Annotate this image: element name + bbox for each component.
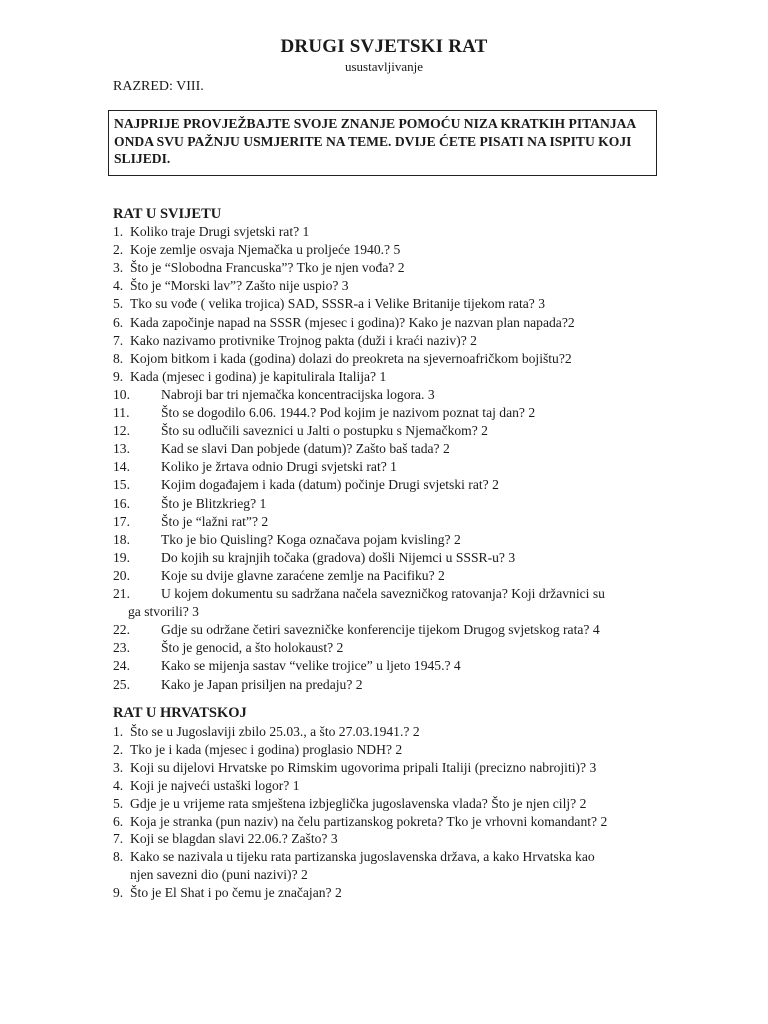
page-title: DRUGI SVJETSKI RAT bbox=[280, 36, 488, 57]
question-number: 4. bbox=[113, 777, 124, 793]
question-item bbox=[113, 676, 658, 694]
question-number: 16. bbox=[113, 495, 130, 511]
question-text: Kako se mijenja sastav “velike trojice” u ljeto 1945.? 4 bbox=[161, 658, 461, 674]
question-number: 6. bbox=[113, 813, 124, 829]
question-number: 20. bbox=[113, 567, 130, 583]
question-item bbox=[113, 531, 658, 549]
question-text: Kako nazivamo protivnike Trojnog pakta (duži i kraći naziv)? 2 bbox=[130, 332, 477, 348]
question-item bbox=[113, 884, 658, 902]
question-item bbox=[113, 277, 658, 295]
question-item bbox=[113, 241, 658, 259]
instructions-text: NAJPRIJE PROVJEŽBAJTE SVOJE ZNANJE POMOĆU NIZA KRATKIH PITANJAA ONDA SVU PAŽNJU USMJERITE NA TEME. DVIJE ĆETE PISATI NA ISPITU KOJI SLIJEDI. bbox=[114, 116, 636, 166]
question-number: 7. bbox=[113, 831, 124, 847]
question-text: Što se u Jugoslaviji zbilo 25.03., a što 27.03.1941.? 2 bbox=[130, 724, 420, 739]
question-item bbox=[113, 657, 658, 675]
question-text: Gdje je u vrijeme rata smještena izbjeglička jugoslavenska vlada? Što je njen cilj? 2 bbox=[130, 795, 587, 811]
question-number: 7. bbox=[113, 332, 124, 348]
question-item bbox=[113, 621, 658, 639]
question-number: 12. bbox=[113, 423, 130, 439]
question-number: 8. bbox=[113, 849, 124, 865]
instructions-box bbox=[108, 110, 657, 176]
question-item bbox=[113, 440, 658, 458]
question-text: Koje zemlje osvaja Njemačka u proljeće 1940.? 5 bbox=[130, 242, 401, 258]
question-number: 1. bbox=[113, 724, 124, 739]
question-text: Što je “lažni rat”? 2 bbox=[161, 513, 269, 529]
question-text: Kojim događajem i kada (datum) počinje Drugi svjetski rat? 2 bbox=[161, 477, 499, 493]
question-number: 25. bbox=[113, 676, 130, 692]
question-text: Kako je Japan prisiljen na predaju? 2 bbox=[161, 676, 363, 692]
question-text: Što su odlučili saveznici u Jalti o postupku s Njemačkom? 2 bbox=[161, 423, 488, 439]
question-number: 2. bbox=[113, 741, 124, 757]
question-item bbox=[113, 830, 658, 848]
question-text: Tko je bio Quisling? Koga označava pojam kvisling? 2 bbox=[161, 531, 461, 547]
question-number: 5. bbox=[113, 795, 124, 811]
question-text: Tko je i kada (mjesec i godina) proglasio NDH? 2 bbox=[130, 741, 403, 757]
question-number: 18. bbox=[113, 531, 130, 547]
question-item bbox=[113, 813, 658, 831]
question-item bbox=[113, 723, 658, 741]
question-item bbox=[113, 223, 658, 241]
question-text: U kojem dokumentu su sadržana načela savezničkog ratovanja? Koji državnici su bbox=[161, 586, 605, 601]
question-item bbox=[113, 549, 658, 567]
question-number: 15. bbox=[113, 477, 130, 493]
question-text: Koliko je žrtava odnio Drugi svjetski rat? 1 bbox=[161, 459, 397, 475]
question-number: 22. bbox=[113, 622, 130, 638]
page-subtitle: usustavljivanje bbox=[345, 59, 423, 74]
question-text-continuation: ga stvorili? 3 bbox=[128, 604, 199, 620]
question-number: 17. bbox=[113, 513, 130, 529]
question-item bbox=[113, 777, 658, 795]
question-number: 21. bbox=[113, 586, 130, 601]
question-number: 4. bbox=[113, 278, 124, 294]
question-text: Do kojih su krajnjih točaka (gradova) došli Nijemci u SSSR-u? 3 bbox=[161, 549, 516, 565]
question-text-continuation: njen savezni dio (puni nazivi)? 2 bbox=[130, 867, 308, 883]
question-item bbox=[113, 639, 658, 657]
question-text: Koje su dvije glavne zaraćene zemlje na Pacifiku? 2 bbox=[161, 567, 445, 583]
question-text: Što se dogodilo 6.06. 1944.? Pod kojim je nazivom poznat taj dan? 2 bbox=[161, 405, 536, 420]
question-text: Kako se nazivala u tijeku rata partizanska jugoslavenska država, a kako Hrvatska kao bbox=[130, 849, 595, 865]
question-text: Nabroji bar tri njemačka koncentracijska logora. 3 bbox=[161, 386, 435, 402]
question-item bbox=[113, 368, 658, 386]
question-item bbox=[113, 332, 658, 350]
question-item bbox=[113, 314, 658, 332]
question-number: 5. bbox=[113, 296, 124, 312]
question-text: Što je El Shat i po čemu je značajan? 2 bbox=[130, 885, 342, 901]
grade-label: RAZRED: VIII. bbox=[113, 79, 204, 94]
question-number: 11. bbox=[113, 405, 130, 420]
question-item bbox=[113, 513, 658, 531]
question-item bbox=[113, 585, 658, 603]
question-item bbox=[113, 759, 658, 777]
question-text: Koji je najveći ustaški logor? 1 bbox=[130, 777, 300, 793]
question-text: Kad se slavi Dan pobjede (datum)? Zašto baš tada? 2 bbox=[161, 441, 450, 457]
question-number: 19. bbox=[113, 549, 130, 565]
question-number: 2. bbox=[113, 242, 124, 258]
question-text: Kojom bitkom i kada (godina) dolazi do preokreta na sjevernoafričkom bojištu?2 bbox=[130, 350, 572, 366]
question-number: 23. bbox=[113, 640, 130, 656]
question-item bbox=[113, 350, 658, 368]
section-title-world: RAT U SVIJETU bbox=[113, 206, 222, 222]
question-number: 10. bbox=[113, 386, 130, 402]
question-text: Što je “Morski lav”? Zašto nije uspio? 3 bbox=[130, 278, 349, 294]
question-item bbox=[113, 567, 658, 585]
question-item bbox=[113, 386, 658, 404]
question-number: 14. bbox=[113, 459, 130, 475]
question-text: Tko su vođe ( velika trojica) SAD, SSSR-a i Velike Britanije tijekom rata? 3 bbox=[130, 296, 546, 312]
question-number: 9. bbox=[113, 885, 124, 901]
question-text: Što je genocid, a što holokaust? 2 bbox=[161, 640, 344, 656]
question-item bbox=[113, 295, 658, 313]
question-number: 24. bbox=[113, 658, 130, 674]
section-title-croatia: RAT U HRVATSKOJ bbox=[113, 705, 247, 721]
question-text: Koji se blagdan slavi 22.06.? Zašto? 3 bbox=[130, 831, 338, 847]
question-text: Koliko traje Drugi svjetski rat? 1 bbox=[130, 224, 310, 239]
question-text: Što je “Slobodna Francuska”? Tko je njen vođa? 2 bbox=[130, 260, 405, 276]
question-item bbox=[113, 422, 658, 440]
question-number: 9. bbox=[113, 368, 124, 384]
question-item bbox=[113, 404, 658, 422]
question-number: 13. bbox=[113, 441, 130, 457]
question-text: Koji su dijelovi Hrvatske po Rimskim ugovorima pripali Italiji (precizno nabrojiti)? 3 bbox=[130, 759, 597, 775]
question-number: 6. bbox=[113, 314, 124, 330]
question-item bbox=[113, 495, 658, 513]
question-item bbox=[113, 848, 658, 866]
question-item bbox=[113, 458, 658, 476]
question-text: Što je Blitzkrieg? 1 bbox=[161, 495, 267, 511]
question-text: Kada započinje napad na SSSR (mjesec i godina)? Kako je nazvan plan napada?2 bbox=[130, 314, 575, 330]
question-number: 3. bbox=[113, 260, 124, 276]
question-number: 8. bbox=[113, 350, 124, 366]
question-item bbox=[113, 741, 658, 759]
question-text: Kada (mjesec i godina) je kapitulirala Italija? 1 bbox=[130, 368, 387, 384]
question-text: Koja je stranka (pun naziv) na čelu partizanskog pokreta? Tko je vrhovni komandant? 2 bbox=[130, 813, 608, 829]
question-item bbox=[113, 795, 658, 813]
question-number: 1. bbox=[113, 224, 124, 239]
question-item bbox=[113, 476, 658, 494]
question-text: Gdje su održane četiri savezničke konferencije tijekom Drugog svjetskog rata? 4 bbox=[161, 622, 600, 638]
question-number: 3. bbox=[113, 759, 124, 775]
question-item bbox=[113, 259, 658, 277]
